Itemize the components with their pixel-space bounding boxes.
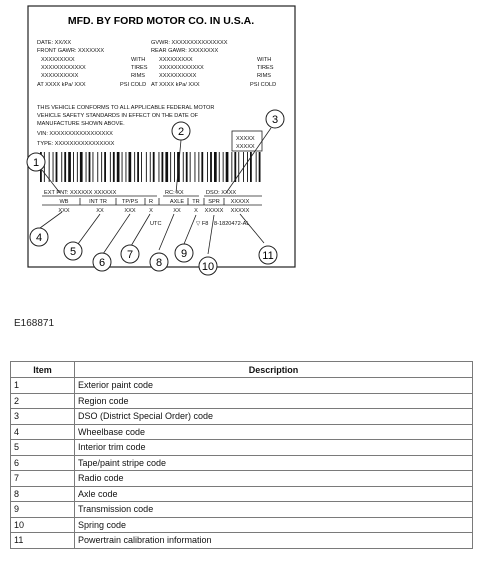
table-row (11, 393, 473, 409)
type-text: TYPE: XXXXXXXXXXXXXXXX (37, 141, 115, 147)
col-tr-header: TR (192, 199, 200, 205)
box-line-2: XXXXX (236, 144, 255, 150)
vin-text: VIN: XXXXXXXXXXXXXXXXX (37, 131, 113, 137)
ext-pnt-text: EXT PNT: XXXXXX XXXXXX (44, 190, 117, 196)
table-row (11, 517, 473, 533)
item-description: Transmission code (75, 502, 473, 518)
barcode-bar (198, 152, 199, 182)
barcode-bar (56, 152, 58, 182)
col-last-header: XXXXX (230, 199, 250, 205)
table-row (11, 455, 473, 471)
front-value-2: XXXXXXXXXXXX (41, 65, 86, 71)
item-number: 11 (11, 533, 75, 549)
table-row (11, 533, 473, 549)
item-description: DSO (District Special Order) code (75, 409, 473, 425)
barcode-bar (93, 152, 94, 182)
barcode-bar (226, 152, 229, 182)
barcode-bar (97, 152, 98, 182)
item-number: 8 (11, 486, 75, 502)
barcode-bar (137, 152, 139, 182)
conform-line-1: THIS VEHICLE CONFORMS TO ALL APPLICABLE FEDERAL MOTOR (37, 105, 215, 111)
barcode-bar (122, 152, 123, 182)
callout-number: 3 (271, 114, 279, 126)
col-r-header: R (148, 199, 154, 205)
barcode-bar (153, 152, 155, 182)
front-tires-label: TIRES (131, 65, 148, 71)
rear-value-1: XXXXXXXXX (159, 57, 193, 63)
barcode-bar (146, 152, 147, 182)
rear-tires-label: TIRES (257, 65, 274, 71)
barcode-bar (73, 152, 74, 182)
barcode-bar (113, 152, 115, 182)
barcode-bar (231, 152, 232, 182)
conform-line-3: MANUFACTURE SHOWN ABOVE. (37, 121, 125, 127)
item-column-header: Item (11, 362, 75, 378)
rear-at-text: AT XXXX kPa/ XXX (151, 82, 200, 88)
date-text: DATE: XX/XX (37, 40, 72, 46)
barcode-bar (207, 152, 208, 182)
front-psi-label: PSI COLD (120, 82, 147, 88)
callout-number: 7 (126, 249, 134, 261)
barcode-bar (214, 152, 217, 182)
barcode-bar (183, 152, 184, 182)
barcode-bar (159, 152, 160, 182)
rear-rims-label: RIMS (257, 73, 271, 79)
front-with-label: WITH (131, 57, 146, 63)
front-gawr-text: FRONT GAWR: XXXXXXX (37, 48, 105, 54)
item-description: Region code (75, 393, 473, 409)
col-tp-ps-header: TP/PS (121, 199, 139, 205)
barcode-bar (89, 152, 91, 182)
barcode-bar (247, 152, 248, 182)
conform-line-2: VEHICLE SAFETY STANDARDS IN EFFECT ON THE DATE OF (37, 113, 199, 119)
barcode-bar (101, 152, 102, 182)
barcode (40, 152, 261, 182)
table-row (11, 486, 473, 502)
barcode-bar (86, 152, 87, 182)
callout-number: 1 (32, 157, 40, 169)
label-header: MFD. BY FORD MOTOR CO. IN U.S.A. (67, 15, 255, 27)
dso-text: DSO: XXXX (206, 190, 237, 196)
barcode-bar (186, 152, 188, 182)
rear-with-label: WITH (257, 57, 272, 63)
barcode-bar (259, 152, 261, 182)
barcode-bar (219, 152, 220, 182)
item-number: 7 (11, 471, 75, 487)
barcode-bar (110, 152, 111, 182)
spr-value: XXXXX (204, 208, 224, 214)
callout-number: 11 (262, 250, 274, 262)
item-description: Radio code (75, 471, 473, 487)
barcode-bar (234, 152, 236, 182)
barcode-bar (256, 152, 257, 182)
item-table (10, 361, 473, 549)
item-number: 6 (11, 455, 75, 471)
rear-psi-label: PSI COLD (250, 82, 277, 88)
callout-number: 5 (69, 246, 77, 258)
table-row (11, 440, 473, 456)
barcode-bar (150, 152, 151, 182)
callout-number: 2 (177, 126, 185, 138)
tp-ps-value: XXX (124, 208, 136, 214)
barcode-bar (190, 152, 191, 182)
rc-text: RC: XX (165, 190, 184, 196)
col-int-tr-header: INT TR (89, 199, 107, 205)
box-line-1: XXXXX (236, 136, 255, 142)
callout-number: 4 (35, 232, 43, 244)
barcode-bar (223, 152, 224, 182)
item-description: Axle code (75, 486, 473, 502)
item-number: 9 (11, 502, 75, 518)
item-description: Interior trim code (75, 440, 473, 456)
callout-number: 10 (201, 261, 215, 273)
front-value-3: XXXXXXXXXX (41, 73, 79, 79)
barcode-bar (165, 152, 168, 182)
rear-value-2: XXXXXXXXXXXX (159, 65, 204, 71)
item-description: Spring code (75, 517, 473, 533)
barcode-bar (210, 152, 212, 182)
axle-value: XX (173, 208, 181, 214)
barcode-bar (64, 152, 66, 182)
wb-value: XXX (58, 208, 70, 214)
barcode-bar (195, 152, 196, 182)
f8-text: ▽ F8 (196, 221, 209, 227)
int-tr-value: XX (96, 208, 104, 214)
barcode-bar (201, 152, 203, 182)
calibration-text: 8-1820472-AL (214, 221, 250, 227)
last-value: XXXXX (230, 208, 250, 214)
barcode-bar (68, 152, 71, 182)
item-number: 5 (11, 440, 75, 456)
barcode-bar (117, 152, 120, 182)
description-column-header: Description (75, 362, 473, 378)
barcode-bar (53, 152, 54, 182)
rear-gawr-text: REAR GAWR: XXXXXXXX (151, 48, 219, 54)
barcode-bar (141, 152, 142, 182)
table-row (11, 502, 473, 518)
barcode-bar (174, 152, 175, 182)
r-value: X (149, 208, 153, 214)
barcode-bar (134, 152, 135, 182)
item-number: 3 (11, 409, 75, 425)
utc-text: UTC (150, 221, 162, 227)
table-row (11, 471, 473, 487)
item-number: 10 (11, 517, 75, 533)
barcode-bar (170, 152, 171, 182)
barcode-bar (80, 152, 83, 182)
barcode-bar (126, 152, 127, 182)
item-description: Wheelbase code (75, 424, 473, 440)
barcode-bar (49, 152, 50, 182)
front-rims-label: RIMS (131, 73, 145, 79)
table-row (11, 409, 473, 425)
barcode-bar (162, 152, 164, 182)
front-at-text: AT XXXX kPa/ XXX (37, 82, 86, 88)
col-wb-header: WB (59, 199, 69, 205)
item-description: Powertrain calibration information (75, 533, 473, 549)
callout-number: 9 (180, 248, 188, 260)
gvwr-text: GVWR: XXXXXXXXXXXXXXX (151, 40, 228, 46)
col-axle-header: AXLE (169, 199, 185, 205)
item-number: 1 (11, 378, 75, 394)
table-row (11, 424, 473, 440)
barcode-bar (238, 152, 239, 182)
barcode-bar (77, 152, 78, 182)
item-number: 2 (11, 393, 75, 409)
barcode-bar (129, 152, 132, 182)
item-description: Tape/paint stripe code (75, 455, 473, 471)
tr-value: X (194, 208, 198, 214)
table-header-row (11, 362, 473, 378)
rear-value-3: XXXXXXXXXX (159, 73, 197, 79)
item-number: 4 (11, 424, 75, 440)
table-row (11, 378, 473, 394)
callout-number: 8 (155, 257, 163, 269)
barcode-bar (61, 152, 62, 182)
front-value-1: XXXXXXXXX (41, 57, 75, 63)
barcode-bar (104, 152, 106, 182)
figure-id: E168871 (14, 318, 55, 329)
item-description: Exterior paint code (75, 378, 473, 394)
col-spr-header: SPR (208, 199, 220, 205)
callout-number: 6 (98, 257, 106, 269)
